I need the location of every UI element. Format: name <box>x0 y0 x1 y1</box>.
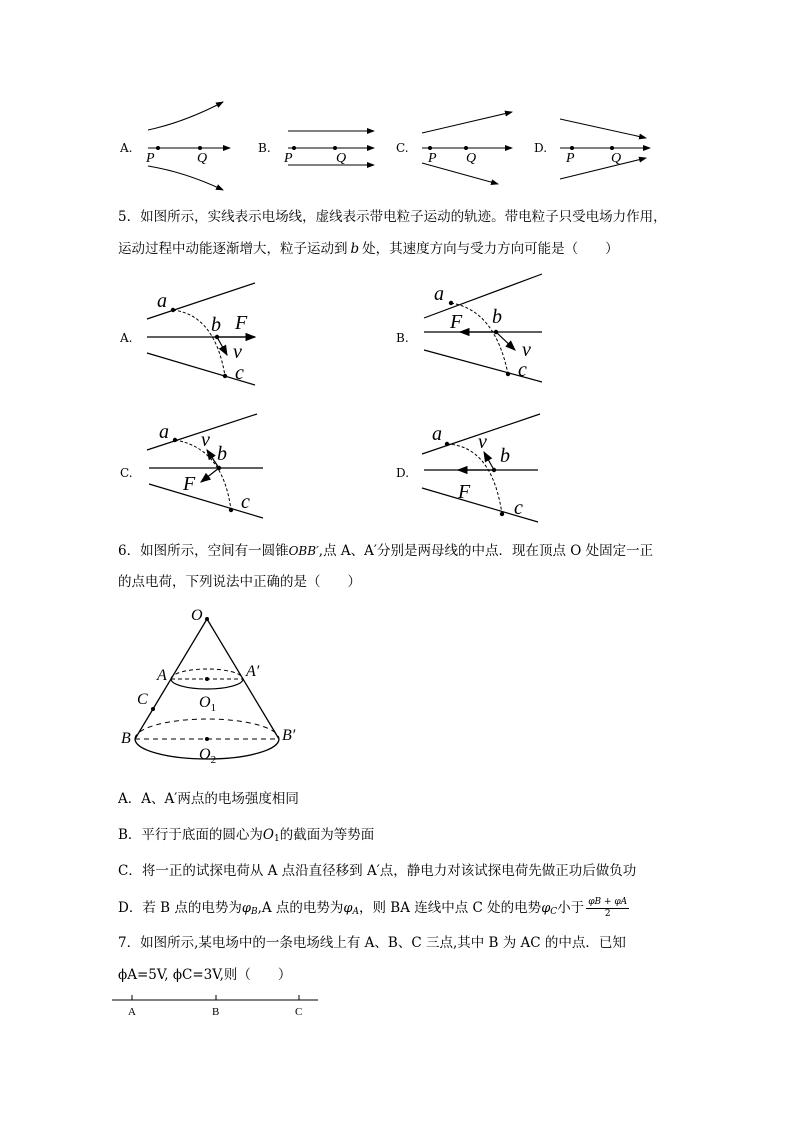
velocity-arrow <box>484 452 494 470</box>
force-label: F <box>183 473 196 495</box>
point-q-label: Q <box>336 151 347 166</box>
point-o-label: O <box>191 607 203 624</box>
point-p-label: P <box>428 151 437 166</box>
q5-option-c-label: C. <box>120 466 133 480</box>
q6-option-d-text: D．若 B 点的电势为 <box>118 900 242 916</box>
point-a-label: a <box>159 421 169 443</box>
point-q-dot <box>333 146 337 150</box>
base-ellipse-back <box>135 719 279 739</box>
q7-text-line-1: 7．如图所示,某电场中的一条电场线上有 A、B、C 三点,其中 B 为 AC 的中点．已知 <box>118 935 626 951</box>
q6-option-c: C．将一正的试探电荷从 A 点沿直径移到 A′点，静电力对该试探电荷先做正功后做负功 <box>118 863 637 879</box>
q6-option-b-text: B．平行于底面的圆心为 <box>118 827 263 843</box>
velocity-label: v <box>201 429 210 451</box>
q4-option-a-label: A. <box>120 141 133 155</box>
point-c-label: c <box>235 362 244 384</box>
q7-text-line-2: ϕA=5V, ϕC=3V,则（ ） <box>118 967 292 983</box>
q6-option-d-text: 小于 <box>557 900 585 916</box>
q6-cone-name: OBB′ <box>288 544 319 558</box>
fraction-numerator: φB + φA <box>588 897 628 907</box>
q6-option-b-text: 的截面为等势面 <box>279 827 375 843</box>
q6-option-a: A．A、A′两点的电场强度相同 <box>118 791 299 807</box>
point-q-dot <box>610 146 614 150</box>
q5-option-b-label: B. <box>396 331 409 345</box>
point-c-dot <box>151 707 155 711</box>
point-p-dot <box>292 146 296 150</box>
point-b-dot <box>492 468 496 472</box>
point-c-label: C <box>137 691 148 708</box>
point-o1-letter: O <box>199 694 211 711</box>
force-label: F <box>458 481 471 503</box>
q6-cone-diagram <box>115 600 315 775</box>
q6-text-part: 6．如图所示，空间有一圆锥 <box>118 543 289 559</box>
q5-option-d-diagram <box>420 408 545 526</box>
q5-text-part: 运动过程中动能逐渐增大，粒子运动到 <box>118 241 348 257</box>
force-label: F <box>450 311 463 333</box>
point-c-label: C <box>295 1006 303 1018</box>
point-p-dot <box>428 146 432 150</box>
q6-option-d-phi-a: φ <box>343 901 353 916</box>
point-o2-subscript: 2 <box>210 754 217 766</box>
point-q-dot <box>198 146 202 150</box>
q6-option-d-phi-b: φ <box>241 901 251 916</box>
q4-option-c-diagram <box>418 100 528 195</box>
q4-option-a-diagram <box>140 100 250 195</box>
q6-option-b-o: O <box>262 827 274 843</box>
point-b-label: b <box>492 306 502 328</box>
point-b-label: b <box>211 314 221 336</box>
q6-option-d-sub-b: B <box>250 907 258 917</box>
q6-option-b-sub: 1 <box>274 834 280 844</box>
point-a-dot <box>173 438 177 442</box>
point-c-dot <box>506 372 510 376</box>
q4-option-b-diagram <box>280 100 390 195</box>
point-b-dot <box>494 330 498 334</box>
q5-text-line-2 <box>118 239 619 259</box>
q6-option-d-phi-c: φ <box>541 901 551 916</box>
velocity-arrow <box>217 337 227 355</box>
point-a-label: a <box>432 423 442 445</box>
fraction-denominator: 2 <box>604 909 611 919</box>
q5-text-line-1: 5．如图所示，实线表示电场线，虚线表示带电粒子运动的轨迹。带电粒子只受电场力作用， <box>118 209 667 225</box>
q5-option-a-label: A. <box>120 331 133 345</box>
q6-option-d-text: ,A 点的电势为 <box>257 900 344 916</box>
point-p-label: P <box>146 151 155 166</box>
q6-text-part: ,点 A、A′分别是两母线的中点．现在顶点 O 处固定一正 <box>318 543 654 559</box>
point-a-label: A <box>128 1006 136 1018</box>
point-o1-subscript: 1 <box>210 702 217 714</box>
point-c-label: c <box>514 497 523 519</box>
force-arrow <box>201 468 219 482</box>
point-a-label: a <box>434 283 444 305</box>
q5-option-d-label: D. <box>396 466 410 480</box>
point-o-dot <box>205 617 209 621</box>
point-p-dot <box>156 146 160 150</box>
point-c-dot <box>500 512 504 516</box>
q4-option-b-label: B. <box>258 141 271 155</box>
q6-option-d-sub-c: C <box>550 907 558 917</box>
q4-option-d-label: D. <box>534 141 548 155</box>
velocity-label: v <box>522 339 531 361</box>
point-q-label: Q <box>611 151 622 166</box>
field-line-curve-down <box>148 166 223 190</box>
point-c-dot <box>223 374 227 378</box>
q4-option-c-label: C. <box>396 141 409 155</box>
velocity-label: v <box>233 341 242 363</box>
point-b-label: b <box>217 443 227 465</box>
q6-option-d-fraction <box>586 897 629 920</box>
point-o1-dot <box>205 677 209 681</box>
point-p-dot <box>570 146 574 150</box>
q5-point-b-ref: b <box>350 241 360 257</box>
point-a-dot <box>445 442 449 446</box>
field-line-curve-up <box>148 102 223 130</box>
q5-text-part: 处，其速度方向与受力方向可能是（ ） <box>362 241 619 257</box>
q5-option-a-diagram <box>145 275 265 390</box>
point-a-dot <box>171 308 175 312</box>
point-o2-dot <box>205 737 209 741</box>
q6-option-b <box>118 825 374 849</box>
point-o1-label <box>199 694 216 714</box>
q4-option-d-diagram <box>556 100 666 195</box>
point-a-label: a <box>157 290 167 312</box>
point-b-dot <box>217 466 221 470</box>
q6-option-d-text: ，则 BA 连线中点 C 处的电势 <box>359 900 542 916</box>
point-b-prime-label: B′ <box>282 727 296 744</box>
point-a-label: A <box>157 667 167 684</box>
q6-text-line-1 <box>118 541 653 561</box>
point-p-label: P <box>566 151 575 166</box>
point-a-dot <box>449 301 453 305</box>
point-b-label: B <box>121 730 131 747</box>
q6-option-d-sub-a: A <box>352 907 360 917</box>
point-q-label: Q <box>197 151 208 166</box>
q7-field-line-diagram <box>110 990 325 1020</box>
point-p-label: P <box>284 151 293 166</box>
point-q-dot <box>464 146 468 150</box>
point-q-label: Q <box>466 151 477 166</box>
q5-option-c-diagram <box>145 410 270 525</box>
point-c-dot <box>229 508 233 512</box>
point-c-label: c <box>241 491 250 513</box>
field-line-converge-top <box>560 119 646 138</box>
q6-option-d <box>118 897 629 922</box>
q6-text-line-2: 的点电荷，下列说法中正确的是（ ） <box>118 574 361 590</box>
q4-options-row <box>0 100 794 200</box>
point-o2-label <box>199 746 216 766</box>
point-b-label: B <box>212 1006 220 1018</box>
velocity-label: v <box>478 431 487 453</box>
field-line-diverge-up <box>422 112 512 133</box>
force-label: F <box>235 312 248 334</box>
q5-option-b-diagram <box>420 270 545 385</box>
velocity-arrow <box>496 332 515 350</box>
point-b-label: b <box>500 445 510 467</box>
field-line-diverge-down <box>422 163 498 184</box>
point-o2-letter: O <box>199 746 211 763</box>
point-a-prime-label: A′ <box>246 663 260 680</box>
point-c-label: c <box>518 359 527 381</box>
